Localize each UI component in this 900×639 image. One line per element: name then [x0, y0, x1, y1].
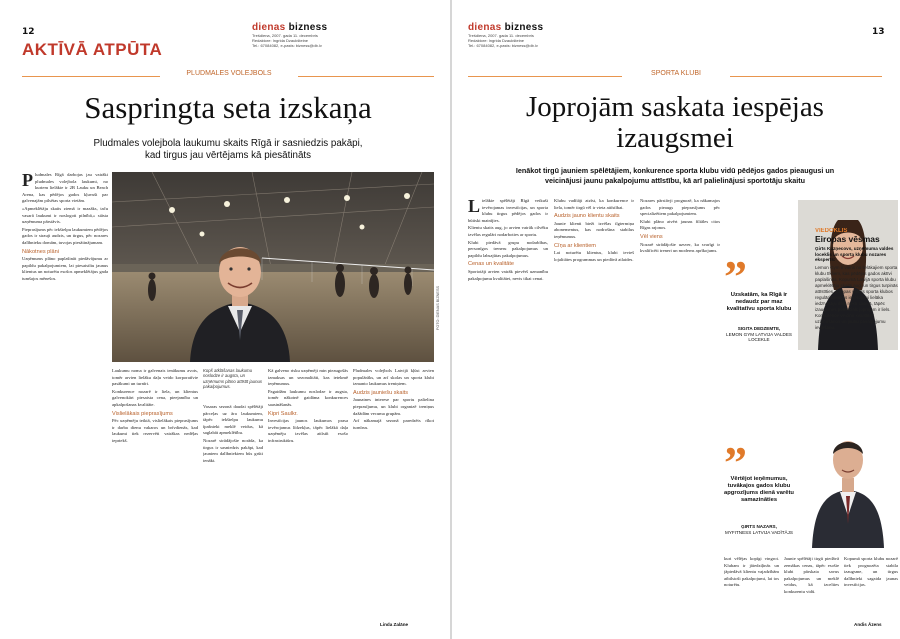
masthead-logo: dienas bizness [468, 22, 544, 33]
masthead-editor: Redaktore: Ingrida Dzaukšteine [252, 38, 309, 43]
subheading: Audzis jauniešu skaits [353, 389, 409, 396]
photo-caption: Kopš atklāšanas laukumu noslodze ir augsta, un uzņēmums plāno attīstīt jaunus pakalpojumus. [203, 368, 262, 390]
sidebar-title: Eiropas vēsmas [815, 234, 880, 244]
quote-role: LEMON GYM LATVIJA VALDES LOCEKLE [726, 331, 792, 342]
article-column [554, 198, 634, 618]
deck [468, 166, 882, 186]
masthead-editor: Redaktore: Ingrida Dzaukšteine [468, 38, 525, 43]
paragraph: Pagaidām laukumu noslodze ir augsta, tomēr nākotnē gaidāma konkurences saasināšanās. [268, 388, 348, 407]
deck-line: veicinājusi jaunu pakalpojumu attīstību, kā arī palielinājusi sportotāju skaitu [544, 176, 805, 185]
quote-mark-icon: ” [724, 437, 747, 488]
headline-line: izaugsmei [616, 122, 734, 154]
paragraph: Sportotāji arvien vairāk pievērš uzmanību pakalpojumu kvalitātei, nevis tikai cenai. [468, 268, 548, 281]
article-column [22, 172, 108, 617]
paragraph: Nozarē strādājošie norāda, ka tirgus ir sasniedzis pakāpi, kad jauniem dalībniekiem būs grūti ienākt. [203, 437, 263, 463]
photo-credit: FOTO: DIENAS BIZNESS [436, 285, 440, 330]
headline: Saspringta seta izskaņa [84, 90, 372, 125]
right-page [452, 0, 900, 639]
arena-photo-image [112, 172, 434, 362]
paragraph: kuri vēlējas kopīgi vingrot. Klubam ir jāiedziļinās un jāpiedāvā klientu vajadzībām atbilstoši pakalpojumi, lai tos noturētu. [724, 556, 779, 588]
article-column [268, 368, 348, 618]
paragraph: Klubi piedāvā grupu nodarbības, personīgos treneru pakalpojumus un papildu labsajūtas pakalpojumus. [468, 239, 548, 258]
drop-cap: L [468, 198, 481, 216]
page-number: 12 [22, 27, 35, 37]
paragraph: Kā galveno risku uzņēmēji min pieaugošās izmaksas un sezonalitāti, kas ietekmē ieņēmumus. [268, 368, 348, 387]
quote-name: SIGITA DEDZEMTE, [737, 326, 781, 331]
headline [468, 92, 882, 154]
article-column [203, 404, 263, 618]
paragraph: Lai noturētu klientus, klubi ievieš lojalitātes programmas un piedāvā atlaides. [554, 250, 634, 262]
paragraph: Vasaras sezonā daudzi spēlētāji pārceļas uz āra laukumiem, tāpēc iekštelpu laukumu īpašnieki meklē veidus, kā saglabāt apmeklētību. [203, 404, 263, 436]
paragraph: Jaunie spēlētāji tirgū piedāvā zemākas cenas, tāpēc esošie klubi pārskata savus pakalpojumus un meklē veidus, kā izcelties konkurentu vidū. [784, 556, 839, 594]
author-name: Andis Āzens [854, 622, 882, 627]
paragraph: Klubu vadītāji atzīst, ka konkurence ir liela, tomēr tirgū vēl ir vieta attīstībai. [554, 198, 634, 210]
portrait-photo-man [798, 420, 898, 548]
masthead-date: Trešdiena, 2007. gada 11. decembris [252, 33, 318, 38]
paragraph: ludmales Rīgā darbojas jau vairāki pludmales volejbola laukumi, no kuriem lielākie ir 2B Lauku un Beach Arena, kas pēdējos gados kļuvuši par galvenajām pilsētas sporta vietām. [22, 172, 108, 204]
article-column [784, 556, 839, 618]
quote-name: ĢIRTS NAZARS, [741, 524, 777, 529]
sidebar-label: VIEDOKLIS [815, 228, 848, 234]
masthead-contact: Tel.: 67084082, e-pasts: bizness@db.lv [252, 43, 322, 48]
paragraph: Nozarē strādājošie uzsver, ka svarīgi ir kvalificēti treneri un moderns aprīkojums. [640, 241, 720, 254]
deck-line: Ienākot tirgū jauniem spēlētājiem, konkurence sporta klubu vidū pēdējos gados pieaugusi un [515, 166, 835, 175]
section-title: AKTĪVĀ ATPŪTA [22, 40, 163, 59]
article-column [724, 556, 779, 618]
article-column [468, 198, 548, 618]
quote-role: MYFITNESS LATVIJA VADĪTĀJS [725, 529, 793, 535]
paragraph: Arī nākamajā sezonā paredzēts rīkot turnīrus. [353, 418, 434, 430]
subheading: Cīņa ar klientiem [554, 242, 596, 249]
subheading: Vēl viens [640, 233, 663, 240]
article-column [112, 368, 198, 618]
masthead-contact: Tel.: 67084082, e-pasts: bizness@db.lv [468, 43, 538, 48]
masthead [252, 23, 327, 48]
subheading: Nākotnes plāni [22, 248, 60, 255]
kicker: SPORTA KLUBI [622, 70, 730, 77]
opinion-sidebar [815, 228, 899, 418]
paragraph: ielākie spēlētāji Rīgā veikuši ievērojamas investīcijas, un sporta klubu tirgus pēdējos gados ir būtiski mainījies. [468, 198, 548, 223]
subheading: Kipri Saulkr. [268, 410, 298, 417]
masthead [468, 23, 543, 48]
drop-cap: P [22, 172, 33, 190]
paragraph: Jaunie klienti bieži izvēlas ilgtermiņa abonementus, kas nodrošina stabilus ieņēmumus. [554, 220, 634, 239]
paragraph: Klientu skaits aug, jo arvien vairāk cilvēku izvēlas regulāri nodarboties ar sportu. [468, 225, 548, 237]
paragraph: Jaunatnes interese par sportu palielina pieprasījumu, un klubi organizē treniņus dažādām vecuma grupām. [353, 397, 434, 416]
masthead-logo: dienas bizness [252, 22, 328, 33]
paragraph: Pludmales volejbols Latvijā kļūst arvien populārāks, un arī skolas un sporta klubi izmanto laukumus treniņiem. [353, 368, 434, 387]
quote-attribution [724, 524, 794, 535]
article-column [844, 556, 898, 618]
article-column [353, 368, 434, 612]
paragraph: «Apmeklētāju skaits ziemā ir mazāks, taču vasarā laukumi ir noslogoti pilnībā,» stāsta uzņēmuma pārstāvis. [22, 205, 108, 225]
arena-photo [112, 172, 434, 362]
deck-line: kad tirgus jau vērtējams kā piesātināts [144, 150, 312, 161]
sidebar-intro: Ģirts Kuzņecovs, uzņēmuma valdes loceklis un sporta klubu nozares eksperts: [815, 246, 894, 263]
paragraph: Konkurence nozarē ir liela, un klientus galvenokārt piesaista cena, pieejamība un apkalpošanas kvalitāte. [112, 388, 198, 407]
quote-attribution [724, 326, 794, 343]
pull-quote: Vērtējot ieņēmumus, tuvākajos gados klubu apgrozījums dienā varētu samazināties [724, 476, 794, 503]
page-number: 13 [872, 27, 885, 37]
subheading: Vislielākais pieprasījums [112, 410, 173, 417]
paragraph: Klubi plāno atvērt jaunas filiāles citos Rīgas rajonos. [640, 218, 720, 231]
article-column [640, 198, 720, 618]
paragraph: Pēc uzņēmēju teiktā, vislielākais pieprasījums ir darba dienu vakaros un brīvdienās, kad laukumi tiek rezervēti vairākas nedēļas iepriekš. [112, 418, 198, 443]
deck-line: Pludmales volejbola laukumu skaits Rīgā ir sasniedzis pakāpi, [93, 138, 363, 149]
deck [22, 138, 434, 162]
paragraph: Pieprasījums pēc iekštelpu laukumiem pēdējos gados ir strauji audzis, un tirgus, pēc nozares dalībnieku domām, tuvojas piesātinājumam. [22, 226, 108, 245]
headline-line: Joprojām saskata iespējas [526, 91, 824, 123]
subheading: Audzis jauno klientu skaits [554, 213, 620, 220]
subheading: Cenas un kvalitāte [468, 261, 515, 268]
author-name: Linda Zalāne [380, 622, 409, 627]
paragraph: Kopumā sporta klubu nozarē tiek prognozēta stabila izaugsme, un tirgus dalībnieki sagaida jaunas investīcijas. [844, 556, 898, 588]
paragraph: Investīcijas jaunos laukumos prasa ievērojamus līdzekļus, tāpēc lielākā daļa uzņēmēju izvēlas attīstīt esošo infrastruktūru. [268, 418, 348, 443]
pull-quote: Uzskatām, ka Rīgā ir nedaudz par maz kvalitatīvu sporta klubu [726, 292, 792, 312]
masthead-date: Trešdiena, 2007. gada 11. decembris [468, 33, 534, 38]
paragraph: Nozares pārstāvji prognozē, ka nākamajos gados pieaugs pieprasījums pēc specializētiem pakalpojumiem. [640, 198, 720, 217]
paragraph: Laukumu noma ir galvenais ienākumu avots, tomēr arvien lielāku daļu veido korporatīvie pasākumi un turnīri. [112, 368, 198, 387]
kicker: PLUDMALES VOLEJBOLS [160, 70, 298, 77]
portrait-man-image [798, 420, 898, 548]
sidebar-body: Lemon Gym ir viens no lielākajiem sporta klubu tīkliem, kas pēdējos gados aktīvi paplašinās. Kopumā Latvijā sporta klubu apmeklētāju skaits aug, un tirgus turpinās attīstīties. Eiropas valstīs sporta klubos regulāri trenējas ievērojami lielāka iedzīvotāju daļa nekā Latvijā, tāpēc izaugsmes potenciāls joprojām ir liels. Konkurence veicina kvalitātes uzlabošanos un jaunu pakalpojumu ieviešanu. [815, 264, 898, 330]
paragraph: Uzņēmums plāno paplašināt piedāvājumu ar papildu pakalpojumiem, lai piesaistītu jaunus klientus un noturētu esošos apmeklētājus gada tumšajos mēnešos. [22, 256, 108, 281]
quote-mark-icon: ” [724, 251, 747, 302]
